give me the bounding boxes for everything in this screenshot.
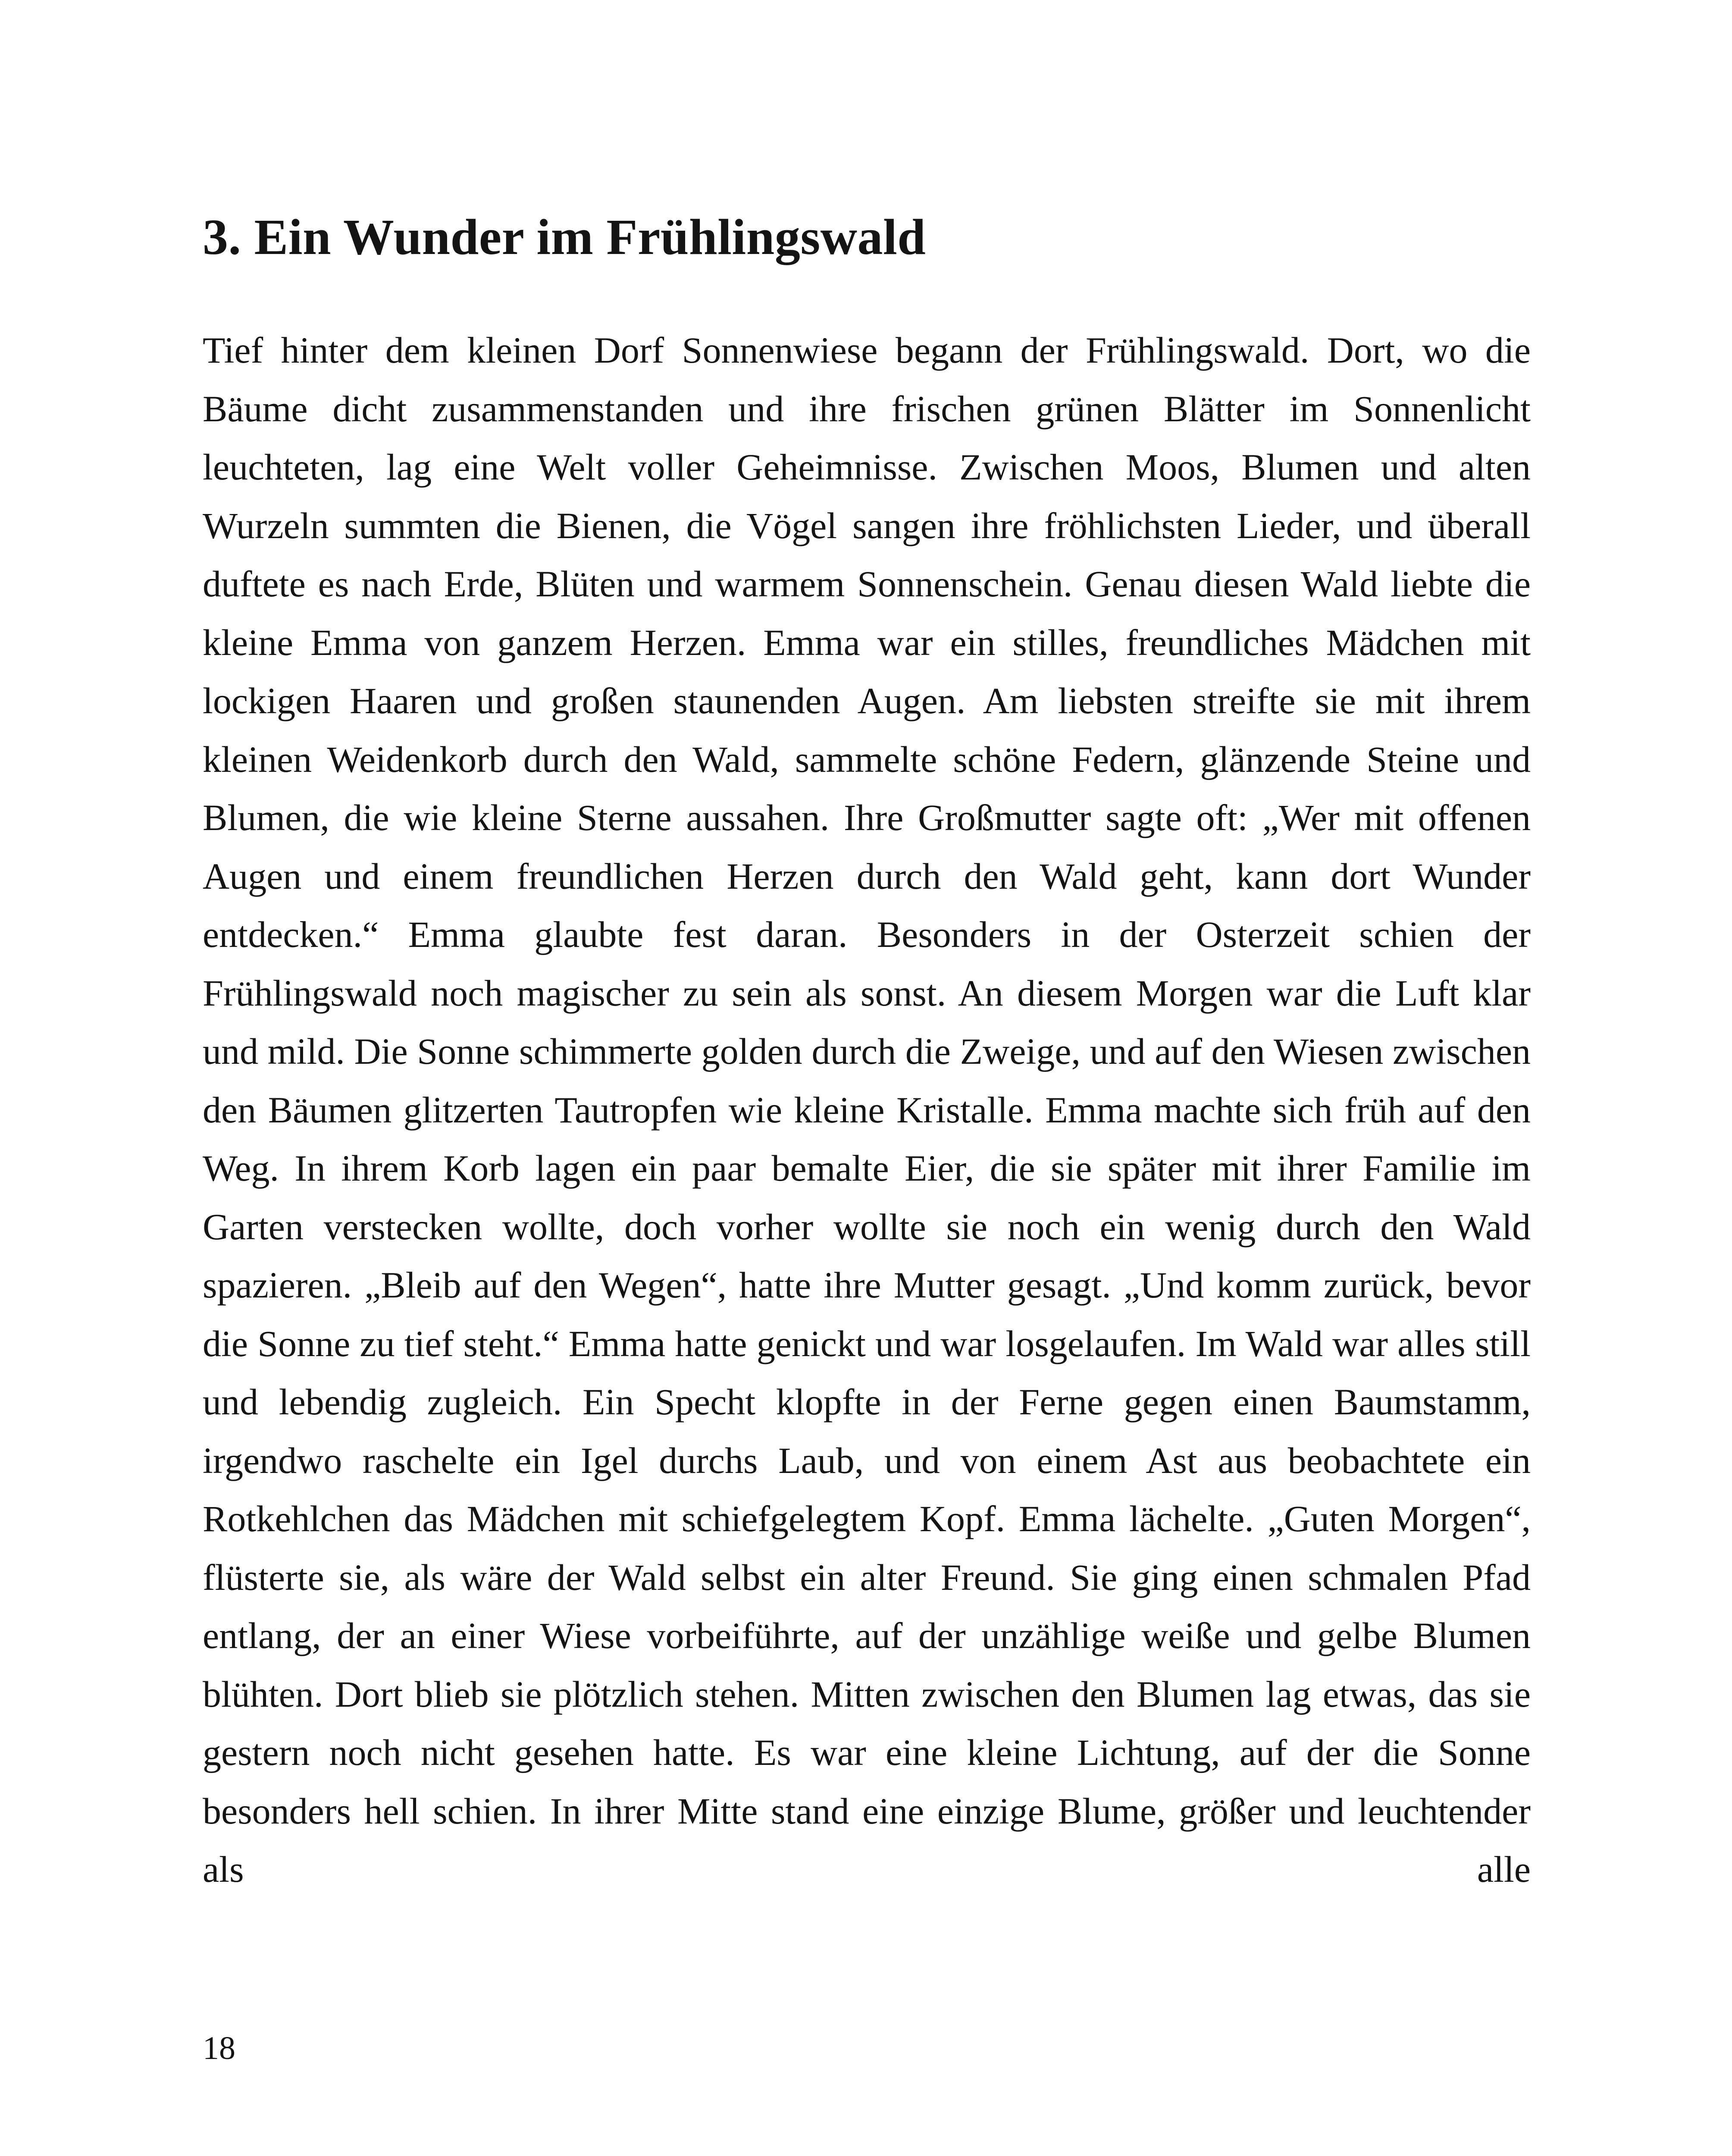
page-number: 18 <box>203 2030 235 2066</box>
body-paragraph: Tief hinter dem kleinen Dorf Sonnenwiese begann der Frühlingswald. Dort, wo die Bäume dicht zusammenstanden und ihre frischen grünen Blätter im Sonnenlicht leuchteten, lag eine Welt voller Geheimnisse. Zwischen Moos, Blumen und alten Wurzeln summten die Bienen, die Vögel sangen ihre fröhlichsten Lieder, und überall duftete es nach Erde, Blüten und warmem Sonnenschein. Genau diesen Wald liebte die kleine Emma von ganzem Herzen. Emma war ein stilles, freundliches Mädchen mit lockigen Haaren und großen staunenden Augen. Am liebsten streifte sie mit ihrem kleinen Weidenkorb durch den Wald, sammelte schöne Federn, glänzende Steine und Blumen, die wie kleine Sterne aussahen. Ihre Großmutter sagte oft: „Wer mit offenen Augen und einem freundlichen Herzen durch den Wald geht, kann dort Wunder entdecken.“ Emma glaubte fest daran. Besonders in der Osterzeit schien der Frühlingswald noch magischer zu sein als sonst. An diesem Morgen war die Luft klar und mild. Die Sonne schimmerte golden durch die Zweige, und auf den Wiesen zwischen den Bäumen glitzerten Tautropfen wie kleine Kristalle. Emma machte sich früh auf den Weg. In ihrem Korb lagen ein paar bemalte Eier, die sie später mit ihrer Familie im Garten verstecken wollte, doch vorher wollte sie noch ein wenig durch den Wald spazieren. „Bleib auf den Wegen“, hatte ihre Mutter gesagt. „Und komm zurück, bevor die Sonne zu tief steht.“ Emma hatte genickt und war losgelaufen. Im Wald war alles still und lebendig zugleich. Ein Specht klopfte in der Ferne gegen einen Baumstamm, irgendwo raschelte ein Igel durchs Laub, und von einem Ast aus beobachtete ein Rotkehlchen das Mädchen mit schiefgelegtem Kopf. Emma lächelte. „Guten Morgen“, flüsterte sie, als wäre der Wald selbst ein alter Freund. Sie ging einen schmalen Pfad entlang, der an einer Wiese vorbeiführte, auf der unzählige weiße und gelbe Blumen blühten. Dort blieb sie plötzlich stehen. Mitten zwischen den Blumen lag etwas, das sie gestern noch nicht gesehen hatte. Es war eine kleine Lichtung, auf der die Sonne besonders hell schien. In ihrer Mitte stand eine einzige Blume, größer und leuchtender als alle <box>203 329 1531 1890</box>
chapter-title: 3. Ein Wunder im Frühlingswald <box>203 209 926 265</box>
